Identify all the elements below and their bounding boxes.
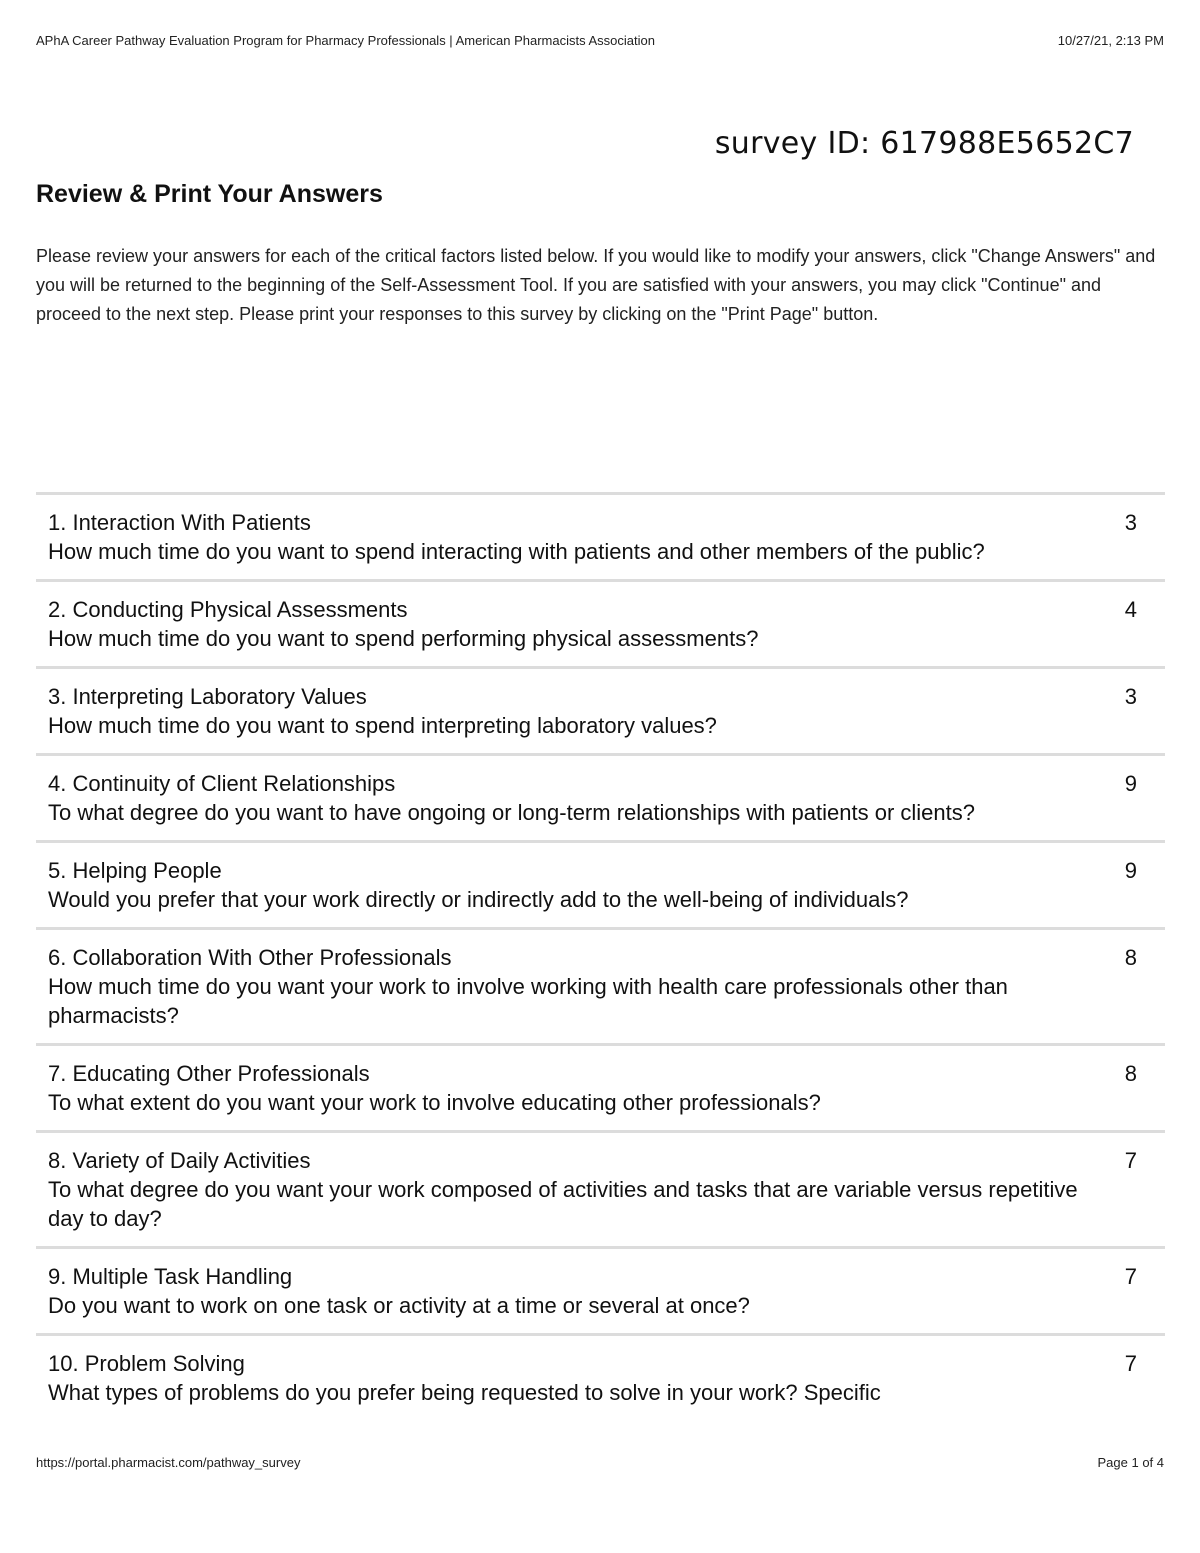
factor-title: 7. Educating Other Professionals xyxy=(48,1061,370,1086)
factor-question: To what extent do you want your work to involve educating other professionals? xyxy=(48,1090,821,1115)
factor-row xyxy=(36,756,1165,843)
print-footer-url: https://portal.pharmacist.com/pathway_survey xyxy=(36,1455,301,1470)
factor-row xyxy=(36,669,1165,756)
factor-score: 8 xyxy=(1124,1061,1137,1086)
factor-question: Do you want to work on one task or activity at a time or several at once? xyxy=(48,1293,750,1318)
factor-title: 8. Variety of Daily Activities xyxy=(48,1148,311,1173)
factor-score: 8 xyxy=(1124,945,1137,970)
factor-score: 3 xyxy=(1124,684,1137,709)
factor-score: 3 xyxy=(1124,510,1137,535)
factor-title: 6. Collaboration With Other Professionals xyxy=(48,945,452,970)
factor-score: 4 xyxy=(1124,597,1137,622)
factor-question: What types of problems do you prefer being requested to solve in your work? Specific xyxy=(48,1380,881,1405)
print-header-title: APhA Career Pathway Evaluation Program for Pharmacy Professionals | American Pharmacists Association xyxy=(36,33,655,48)
factor-question: Would you prefer that your work directly or indirectly add to the well-being of individuals? xyxy=(48,887,909,912)
factor-row xyxy=(36,843,1165,930)
factor-score: 9 xyxy=(1124,858,1137,883)
factor-question: To what degree do you want to have ongoing or long-term relationships with patients or clients? xyxy=(48,800,975,825)
factor-row xyxy=(36,582,1165,669)
factor-row xyxy=(36,1249,1165,1336)
factor-title: 2. Conducting Physical Assessments xyxy=(48,597,408,622)
factor-score: 7 xyxy=(1124,1351,1137,1376)
factor-title: 3. Interpreting Laboratory Values xyxy=(48,684,367,709)
page-heading: Review & Print Your Answers xyxy=(36,180,383,208)
print-footer xyxy=(36,1455,1164,1475)
factor-question: To what degree do you want your work composed of activities and tasks that are variable versus repetitive day to day? xyxy=(48,1177,1078,1231)
print-header xyxy=(36,33,1164,53)
factor-title: 9. Multiple Task Handling xyxy=(48,1264,293,1289)
factor-score: 7 xyxy=(1124,1264,1137,1289)
factor-row xyxy=(36,930,1165,1046)
print-footer-page-number: Page 1 of 4 xyxy=(1097,1455,1164,1470)
factor-title: 4. Continuity of Client Relationships xyxy=(48,771,396,796)
answers-table xyxy=(36,492,1165,1420)
factor-score: 9 xyxy=(1124,771,1137,796)
factor-score: 7 xyxy=(1124,1148,1137,1173)
factor-row xyxy=(36,1336,1165,1420)
print-header-date: 10/27/21, 2:13 PM xyxy=(1057,33,1164,48)
factor-row xyxy=(36,1046,1165,1133)
factor-question: How much time do you want to spend interacting with patients and other members of the public? xyxy=(48,539,985,564)
factor-title: 10. Problem Solving xyxy=(48,1351,245,1376)
factor-question: How much time do you want to spend performing physical assessments? xyxy=(48,626,759,651)
factor-title: 5. Helping People xyxy=(48,858,222,883)
instructions-text: Please review your answers for each of the critical factors listed below. If you would like to modify your answers, click "Change Answers" and you will be returned to the beginning of the Self-Assessment Tool. If you are satisfied with your answers, you may click "Continue" and proceed to the next step. Please print your responses to this survey by clicking on the "Print Page" button. xyxy=(36,246,1156,324)
factor-question: How much time do you want to spend interpreting laboratory values? xyxy=(48,713,717,738)
factor-question: How much time do you want your work to involve working with health care professionals other than pharmacists? xyxy=(48,974,1008,1028)
survey-id: survey ID: 617988E5652C7 xyxy=(714,126,1134,161)
factor-row xyxy=(36,1133,1165,1249)
factor-row xyxy=(36,495,1165,582)
factor-title: 1. Interaction With Patients xyxy=(48,510,311,535)
